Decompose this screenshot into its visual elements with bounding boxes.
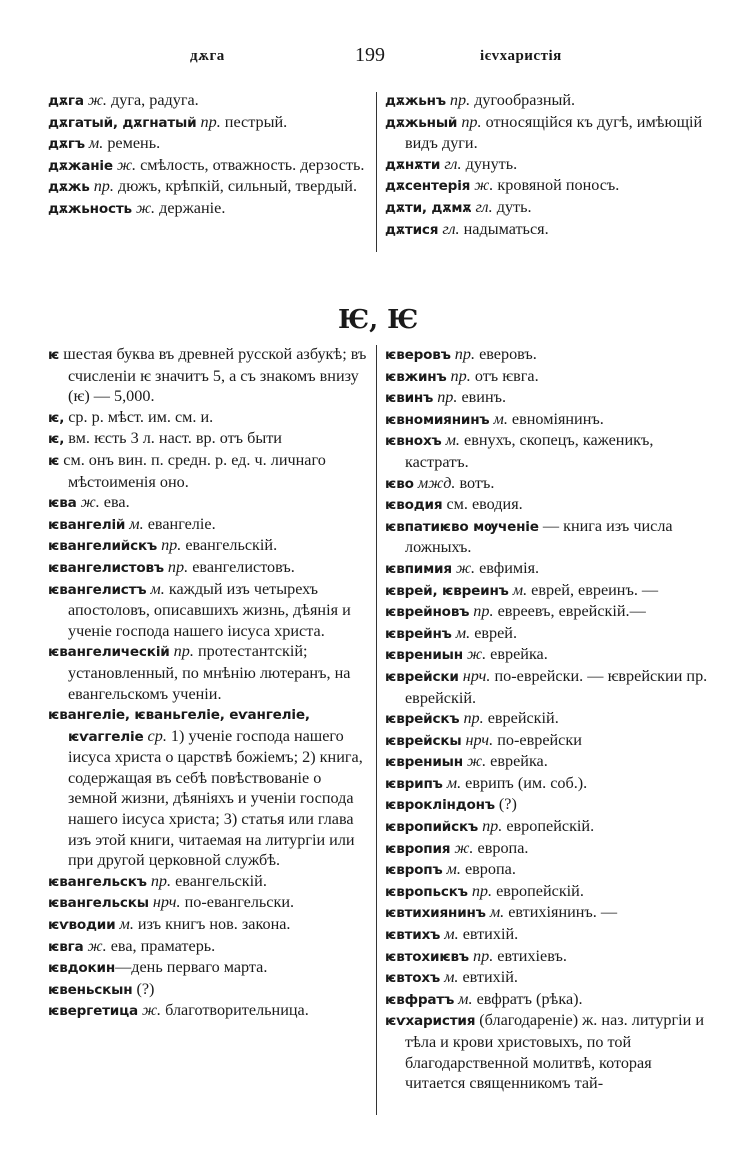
entry-headword: дѫжаніе <box>48 157 113 174</box>
entry-headword: ѥвангеліе, ѥваньгеліе, еѵангеліе, ѥѵаггеліе <box>48 707 310 745</box>
entry-definition: надыматься. <box>459 219 549 238</box>
entry-definition: ева, праматерь. <box>106 936 216 955</box>
dictionary-entry <box>385 859 710 881</box>
dictionary-entry <box>48 450 370 492</box>
entry-grammar-label: м. <box>451 623 471 642</box>
entry-grammar-label: пр. <box>459 709 484 728</box>
column-divider <box>376 345 377 1115</box>
dictionary-entry <box>385 409 710 431</box>
entry-definition: евфимія. <box>475 558 540 577</box>
entry-grammar-label: м. <box>115 915 134 934</box>
dictionary-entry <box>385 838 710 860</box>
dictionary-entry <box>48 514 370 536</box>
entry-definition: относящійся къ дугѣ, имѣющій видъ дуги. <box>405 112 703 153</box>
entry-definition: евангельскій. <box>171 871 267 890</box>
entry-definition: еврей. <box>470 623 518 642</box>
entry-definition: евтихіянинъ. — <box>504 903 618 922</box>
entry-headword: ѥвинъ <box>385 390 434 407</box>
entry-definition: еврейка. <box>486 752 548 771</box>
dictionary-entry <box>385 666 710 708</box>
dictionary-entry <box>48 535 370 557</box>
dictionary-entry <box>48 641 370 704</box>
entry-grammar-label: ж. <box>112 155 137 174</box>
entry-grammar-label: ж. <box>76 493 100 512</box>
entry-definition: держаніе. <box>155 198 226 217</box>
dictionary-entry <box>385 924 710 946</box>
dictionary-entry <box>48 90 373 112</box>
entry-headword: ѥво <box>385 475 414 492</box>
entry-grammar-label: ж. <box>450 838 474 857</box>
page-header <box>0 44 739 74</box>
entry-definition: пестрый. <box>220 112 288 131</box>
entry-grammar-label: пр. <box>446 366 471 385</box>
dictionary-entry <box>48 557 370 579</box>
entry-definition: дугообразный. <box>470 91 576 109</box>
dictionary-entry <box>385 580 710 602</box>
entry-definition: дунуть. <box>461 154 518 173</box>
entry-definition: европейскій. <box>492 881 584 900</box>
dictionary-entry <box>48 892 370 914</box>
entry-grammar-label: пр. <box>478 817 503 836</box>
dictionary-entry <box>385 516 710 558</box>
entry-headword: дѫнѫти <box>385 156 441 173</box>
entry-headword: ѥвнохъ <box>385 433 442 450</box>
entry-definition: изъ книгъ нов. закона. <box>133 915 291 934</box>
entry-headword: ѥвропия <box>385 840 451 857</box>
entry-headword: ѥвропийскъ <box>385 819 479 836</box>
entry-grammar-label: м. <box>146 579 165 598</box>
entry-grammar-label: м. <box>442 860 461 879</box>
entry-headword: ѥвангелистъ <box>48 581 147 598</box>
dictionary-entry <box>48 936 370 958</box>
entry-definition: вм. ѥсть 3 л. наст. вр. отъ быти <box>64 429 282 448</box>
dictionary-entry <box>385 344 710 366</box>
entry-definition: отъ ѥвга. <box>470 366 539 385</box>
entry-headword: ѥврейнъ <box>385 625 452 642</box>
entry-headword: дѫтися <box>385 221 439 238</box>
entry-headword: ѥвангелическій <box>48 644 170 661</box>
entry-headword: дѫжьность <box>48 200 132 217</box>
entry-grammar-label: пр. <box>469 602 494 621</box>
entry-definition: дюжъ, крѣпкій, сильный, твердый. <box>113 177 357 196</box>
entry-definition: благотворительница. <box>161 1001 309 1020</box>
entry-definition: еврейка. <box>486 645 548 664</box>
entry-grammar-label: гл. <box>438 219 460 238</box>
entry-definition: протестантскій; установленный, по мнѣнію лютеранъ, на евангельскомъ ученіи. <box>68 642 351 703</box>
entry-definition: евангельскій. <box>181 536 278 555</box>
entry-headword: ѥвфратъ <box>385 991 455 1008</box>
entry-headword: ѥвеньскын <box>48 981 133 998</box>
dictionary-entry <box>48 428 370 450</box>
entry-grammar-label: ж. <box>470 176 494 195</box>
dictionary-entry <box>385 794 710 816</box>
entry-headword: ѥвергетица <box>48 1003 138 1020</box>
entry-headword: ѥ <box>48 347 60 363</box>
entry-grammar-label: нрч. <box>458 666 491 685</box>
dictionary-entry <box>48 957 370 979</box>
entry-headword: ѥѵводии <box>48 917 116 934</box>
entry-grammar-label: нрч. <box>461 730 494 749</box>
entry-grammar-label: м. <box>485 903 505 922</box>
entry-headword: ѥвангелийскъ <box>48 538 158 555</box>
entry-grammar-label: пр. <box>157 536 182 555</box>
entry-headword: дѫга <box>48 93 84 109</box>
dictionary-entry <box>385 219 710 241</box>
entry-headword: ѥводия <box>385 497 443 514</box>
entry-definition: см. онъ вин. п. средн. р. ед. ч. личнаго мѣстоименія оно. <box>59 450 326 491</box>
entry-grammar-label: м. <box>440 925 459 944</box>
entry-grammar-label: пр. <box>146 871 172 890</box>
entry-grammar-label: гл. <box>471 197 493 216</box>
entry-headword: ѥвропьскъ <box>385 883 468 900</box>
main-right-column <box>385 344 710 1094</box>
dictionary-entry <box>48 176 373 198</box>
entry-definition: вотъ. <box>455 473 495 492</box>
entry-definition: см. еводия. <box>442 495 523 514</box>
entry-grammar-label: мжд. <box>413 473 456 492</box>
entry-definition: 1) ученіе господа нашего іисуса христа о царствѣ божіемъ; 2) книга, содержащая въ себѣ повѣствованіе о земной жизни, дѣяніяхъ и ученіи господа нашего іисуса христа; 3) статья или глава изъ этой книги, читаемая на литургіи или при другой церковной службѣ. <box>68 726 363 870</box>
entry-definition: евтихій. <box>458 925 519 944</box>
entry-grammar-label: ж. <box>462 752 487 771</box>
dictionary-entry <box>385 967 710 989</box>
entry-definition: дуть. <box>492 197 532 216</box>
entry-headword: дѫгатый, дѫгнатый <box>48 114 197 131</box>
dictionary-entry <box>385 494 710 516</box>
entry-headword: ѥврениын <box>385 754 463 771</box>
entry-headword: дѫжьнъ <box>385 93 446 109</box>
dictionary-entry <box>385 601 710 623</box>
entry-definition: ева. <box>99 493 130 512</box>
entry-definition: еврипъ (им. соб.). <box>461 773 588 792</box>
dictionary-entry <box>385 989 710 1011</box>
entry-definition: каждый изъ четырехъ апостоловъ, описавшихъ жизнь, дѣянія и ученіе господа нашего іисуса христа. <box>68 579 351 640</box>
dictionary-entry <box>385 708 710 730</box>
dictionary-entry <box>385 816 710 838</box>
entry-grammar-label: пр. <box>457 112 482 131</box>
dictionary-entry <box>48 155 373 177</box>
entry-grammar-label: пр. <box>450 345 476 363</box>
entry-headword: ѥврейновъ <box>385 604 470 621</box>
dictionary-entry <box>385 175 710 197</box>
entry-headword: ѥѵхаристия <box>385 1013 476 1030</box>
dictionary-entry <box>48 198 373 220</box>
dictionary-entry <box>48 112 373 134</box>
entry-grammar-label: м. <box>454 989 473 1008</box>
entry-headword: дѫти, дѫмѫ <box>385 199 472 216</box>
dictionary-entry <box>385 366 710 388</box>
dictionary-entry <box>385 773 710 795</box>
column-divider <box>376 92 377 252</box>
entry-grammar-label: м. <box>125 514 144 533</box>
entry-definition: евноміянинъ. <box>507 409 604 428</box>
dictionary-entry <box>385 946 710 968</box>
entry-grammar-label: пр. <box>433 388 458 407</box>
entry-headword: ѥвдокин <box>48 960 116 977</box>
entry-headword: ѥврокліндонъ <box>385 797 495 814</box>
entry-grammar-label: м. <box>441 431 460 450</box>
entry-definition: еверовъ. <box>475 345 537 363</box>
entry-grammar-label: пр. <box>196 112 221 131</box>
entry-headword: ѥверовъ <box>385 347 451 363</box>
top-left-column <box>48 90 373 220</box>
entry-grammar-label: м. <box>508 580 528 599</box>
entry-definition: ремень. <box>103 134 161 153</box>
entry-headword: ѥвангельскъ <box>48 873 147 890</box>
entry-definition: евангелистовъ. <box>188 557 295 576</box>
dictionary-entry <box>385 730 710 752</box>
entry-definition: еврей, евреинъ. — <box>527 580 659 599</box>
entry-definition: евфратъ (рѣка). <box>472 989 583 1008</box>
running-head-left: дѫга <box>190 48 225 64</box>
entry-grammar-label: м. <box>84 134 104 153</box>
entry-headword: дѫгъ <box>48 136 85 153</box>
entry-headword: ѥврейскы <box>385 732 462 749</box>
entry-headword: ѥвпатиѥво мѹченіе <box>385 518 539 535</box>
entry-headword: ѥвангельскы <box>48 895 149 912</box>
entry-grammar-label: гл. <box>440 154 462 173</box>
dictionary-entry <box>48 871 370 893</box>
entry-grammar-label: пр. <box>89 177 114 196</box>
dictionary-entry <box>385 387 710 409</box>
entry-headword: ѥврей, ѥвреинъ <box>385 582 509 599</box>
dictionary-entry <box>385 558 710 580</box>
entry-headword: ѥ, <box>48 431 65 448</box>
entry-grammar-label: ж. <box>83 936 107 955</box>
dictionary-entry <box>385 430 710 472</box>
entry-grammar-label: нрч. <box>148 893 181 912</box>
entry-headword: ѥвга <box>48 938 84 955</box>
entry-headword: ѥва <box>48 495 77 512</box>
entry-headword: дѫжьный <box>385 114 458 131</box>
dictionary-entry <box>385 1010 710 1093</box>
dictionary-entry <box>385 881 710 903</box>
entry-definition: (?) <box>494 795 517 814</box>
running-head-right: ієvхаристія <box>480 48 562 64</box>
entry-headword: ѥвжинъ <box>385 368 447 385</box>
entry-definition: европейскій. <box>502 817 595 836</box>
entry-headword: ѥвропъ <box>385 862 443 879</box>
main-left-column <box>48 344 370 1022</box>
dictionary-entry <box>48 914 370 936</box>
entry-headword: ѥвномиянинъ <box>385 411 490 428</box>
entry-definition: — книга изъ числа ложныхъ. <box>405 516 673 557</box>
dictionary-entry <box>385 112 710 154</box>
entry-definition: по-евангельски. <box>180 893 295 912</box>
entry-grammar-label: пр. <box>163 557 189 576</box>
entry-definition: евангеліе. <box>143 514 216 533</box>
entry-grammar-label: м. <box>442 773 462 792</box>
entry-grammar-label: ср. <box>143 726 167 745</box>
dictionary-entry <box>48 407 370 429</box>
entry-definition: смѣлость, отважность. дерзость. <box>136 155 365 174</box>
dictionary-entry <box>385 644 710 666</box>
entry-definition: шестая буква въ древней русской азбукѣ; въ счисленіи ѥ значитъ 5, а съ знакомъ внизу (ѥ) — 5,000. <box>59 345 367 406</box>
dictionary-entry <box>385 154 710 176</box>
entry-definition: —день перваго марта. <box>115 958 268 977</box>
entry-grammar-label: ж. <box>83 91 107 109</box>
entry-headword: ѥврейскъ <box>385 711 460 728</box>
entry-definition: евреевъ, еврейскій.— <box>493 602 646 621</box>
dictionary-entry <box>385 623 710 645</box>
entry-headword: ѥ, <box>48 409 65 426</box>
dictionary-entry <box>48 492 370 514</box>
entry-headword: ѥврейски <box>385 668 459 685</box>
entry-grammar-label: ж. <box>451 558 476 577</box>
top-right-column <box>385 90 710 240</box>
entry-headword: ѥвангелій <box>48 516 126 533</box>
entry-definition: ср. р. мѣст. им. см. и. <box>64 407 214 426</box>
entry-definition: (?) <box>132 979 155 998</box>
dictionary-entry <box>48 133 373 155</box>
entry-headword: дѫсентерія <box>385 178 471 195</box>
dictionary-entry <box>48 704 370 871</box>
dictionary-entry <box>48 344 370 407</box>
dictionary-entry <box>48 579 370 642</box>
entry-headword: ѥвпимия <box>385 560 452 577</box>
entry-definition: кровяной поносъ. <box>493 176 620 195</box>
dictionary-entry <box>385 90 710 112</box>
entry-headword: ѥвтихиянинъ <box>385 905 486 922</box>
entry-definition: дуга, радуга. <box>106 91 199 109</box>
entry-grammar-label: пр. <box>468 946 494 965</box>
entry-definition: еврейскій. <box>483 709 559 728</box>
entry-definition: евтихіевъ. <box>493 946 567 965</box>
entry-headword: ѥврениын <box>385 647 463 664</box>
dictionary-entry <box>385 751 710 773</box>
entry-definition: евинъ. <box>457 388 507 407</box>
entry-grammar-label: пр. <box>467 881 493 900</box>
entry-grammar-label: м. <box>489 409 508 428</box>
entry-headword: ѥврипъ <box>385 775 443 792</box>
entry-headword: ѥвтохиѥвъ <box>385 948 469 965</box>
entry-grammar-label: пр. <box>169 642 194 661</box>
section-letter-heading: Ѥ, Ѥ <box>338 305 419 335</box>
page-number: 199 <box>355 44 385 66</box>
entry-grammar-label: ж. <box>137 1001 162 1020</box>
entry-definition: европа. <box>473 838 529 857</box>
dictionary-entry <box>385 473 710 495</box>
entry-grammar-label: пр. <box>445 91 471 109</box>
entry-grammar-label: ж. <box>131 198 156 217</box>
entry-definition: евнухъ, скопецъ, каженикъ, кастратъ. <box>405 431 654 471</box>
entry-grammar-label: ж. <box>462 645 487 664</box>
dictionary-entry <box>48 979 370 1001</box>
entry-definition: (благодареніе) ж. наз. литургіи и тѣла и крови христовыхъ, по той благодарственной молитвѣ, которая читается священникомъ тай- <box>405 1011 705 1093</box>
entry-headword: ѥвтихъ <box>385 927 441 944</box>
dictionary-entry <box>48 1000 370 1022</box>
entry-headword: дѫжь <box>48 179 90 196</box>
dictionary-entry <box>385 197 710 219</box>
entry-headword: ѥвангелистовъ <box>48 559 164 576</box>
entry-headword: ѥ <box>48 452 60 469</box>
entry-grammar-label: м. <box>440 968 459 987</box>
entry-definition: евтихій. <box>458 968 518 987</box>
entry-headword: ѥвтохъ <box>385 970 441 987</box>
entry-definition: по-еврейски <box>493 730 582 749</box>
dictionary-entry <box>385 902 710 924</box>
entry-definition: по-еврейски. — ѥврейскии пр. еврейскій. <box>405 666 708 707</box>
entry-definition: европа. <box>460 860 516 879</box>
